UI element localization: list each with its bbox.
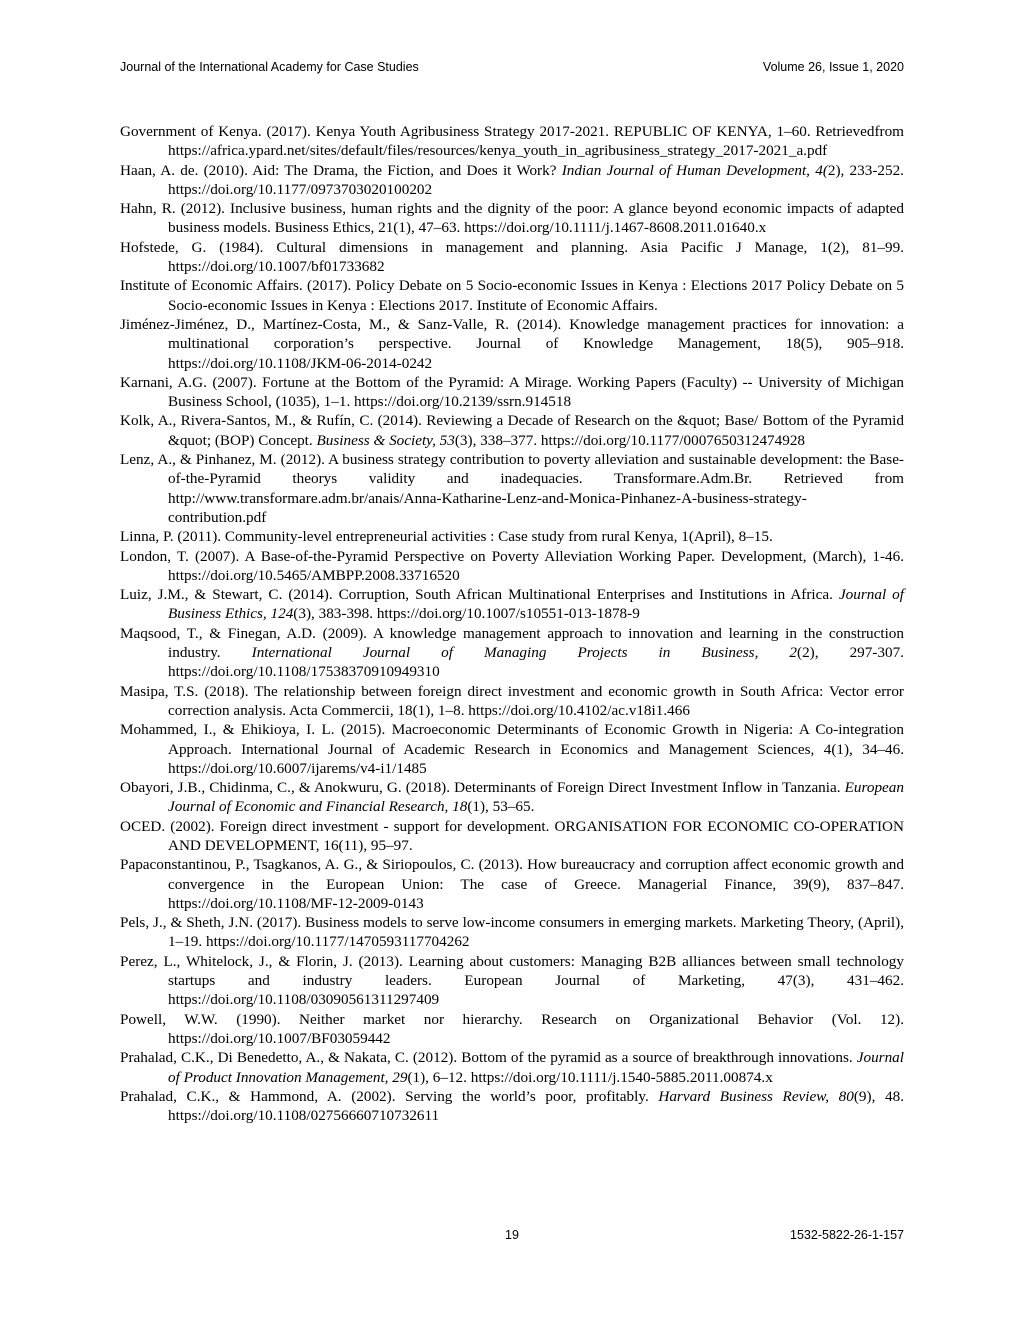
reference-text-tail: (1), 53–65. <box>467 798 535 816</box>
reference-text: Luiz, J.M., & Stewart, C. (2014). Corruption, South African Multinational Enterprises and Institutions in Africa. <box>120 586 839 604</box>
reference-text: Obayori, J.B., Chidinma, C., & Anokwuru, G. (2018). Determinants of Foreign Direct Investment Inflow in Tanzania. <box>120 779 845 797</box>
volume-issue: Volume 26, Issue 1, 2020 <box>762 60 904 74</box>
reference-entry <box>120 952 904 1010</box>
reference-journal: Journal of Product Innovation Management, 29 <box>168 1049 904 1086</box>
reference-entry <box>120 682 904 721</box>
reference-text-tail: (2), 297-307. https://doi.org/10.1108/17538370910949310 <box>168 644 904 681</box>
reference-text: Haan, A. de. (2010). Aid: The Drama, the Fiction, and Does it Work? <box>120 161 562 179</box>
reference-entry <box>120 122 904 161</box>
reference-entry <box>120 450 904 527</box>
reference-entry <box>120 547 904 586</box>
reference-text: Powell, W.W. (1990). Neither market nor hierarchy. Research on Organizational Behavior (Vol. 12). https://doi.org/10.1007/BF03059442 <box>120 1010 904 1047</box>
reference-entry <box>120 373 904 412</box>
reference-text: Prahalad, C.K., Di Benedetto, A., & Nakata, C. (2012). Bottom of the pyramid as a source of breakthrough innovations. <box>120 1049 857 1067</box>
reference-text: Institute of Economic Affairs. (2017). Policy Debate on 5 Socio-economic Issues in Kenya : Elections 2017 Policy Debate on 5 Socio-economic Issues in Kenya : Elections 2017. Institute of Economic Affairs. <box>120 277 904 314</box>
reference-entry <box>120 778 904 817</box>
reference-entry <box>120 1010 904 1049</box>
reference-entry <box>120 315 904 373</box>
reference-text: London, T. (2007). A Base-of-the-Pyramid Perspective on Poverty Alleviation Working Paper. Development, (March), 1-46. https://doi.org/10.5465/AMBPP.2008.33716520 <box>120 547 904 584</box>
journal-title: Journal of the International Academy for Case Studies <box>120 60 419 74</box>
reference-text-tail: (3), 383-398. https://doi.org/10.1007/s10551-013-1878-9 <box>293 605 640 623</box>
reference-text: Perez, L., Whitelock, J., & Florin, J. (2013). Learning about customers: Managing B2B alliances between small technology startups and industry leaders. European Journal of Marketing, 47(3), 431–462. https://doi.org/10.1108/03090561311297409 <box>120 952 904 1009</box>
reference-journal: Journal of Business Ethics, 124 <box>168 586 904 623</box>
reference-text: Prahalad, C.K., & Hammond, A. (2002). Serving the world’s poor, profitably. <box>120 1087 659 1105</box>
reference-text: Hofstede, G. (1984). Cultural dimensions in management and planning. Asia Pacific J Manage, 1(2), 81–99. https://doi.org/10.1007/bf01733682 <box>120 238 904 276</box>
reference-text: Pels, J., & Sheth, J.N. (2017). Business models to serve low-income consumers in emerging markets. Marketing Theory, (April), 1–19. https://doi.org/10.1177/1470593117704262 <box>120 914 904 951</box>
reference-text: Linna, P. (2011). Community-level entrepreneurial activities : Case study from rural Kenya, 1(April), 8–15. <box>120 528 773 546</box>
reference-entry <box>120 238 904 277</box>
reference-text-tail: (3), 338–377. https://doi.org/10.1177/0007650312474928 <box>454 431 806 449</box>
reference-entry <box>120 817 904 856</box>
reference-text: Hahn, R. (2012). Inclusive business, human rights and the dignity of the poor: A glance beyond economic impacts of adapted business models. Business Ethics, 21(1), 47–63. https://doi.org/10.1111/j.1467-8608.2011.01640.x <box>120 200 904 237</box>
reference-text-tail: 2), 233-252. https://doi.org/10.1177/0973703020100202 <box>168 161 904 198</box>
reference-entry <box>120 1087 904 1126</box>
reference-text: Karnani, A.G. (2007). Fortune at the Bottom of the Pyramid: A Mirage. Working Papers (Faculty) -- University of Michigan Business School, (1035), 1–1. https://doi.org/10.2139/ssrn.914518 <box>120 373 904 411</box>
reference-entry <box>120 624 904 682</box>
page-header <box>120 60 904 78</box>
reference-text: Lenz, A., & Pinhanez, M. (2012). A business strategy contribution to poverty alleviation and sustainable development: the Base-of-the-Pyramid theorys validity and inadequacies. Transformare.Adm.Br. Retrieved from http://www.transformare.adm.br/anais/Anna-Katharine-Lenz-and-Monica-Pinhanez-A-business-strategy-contribution.pdf <box>120 451 904 526</box>
reference-text: Jiménez-Jiménez, D., Martínez-Costa, M., & Sanz-Valle, R. (2014). Knowledge management practices for innovation: a multinational corporation’s perspective. Journal of Knowledge Management, 18(5), 905–918. https://doi.org/10.1108/JKM-06-2014-0242 <box>120 315 904 372</box>
reference-entry <box>120 161 904 200</box>
reference-list <box>120 122 904 1125</box>
reference-text: Mohammed, I., & Ehikioya, I. L. (2015). Macroeconomic Determinants of Economic Growth in Nigeria: A Co-integration Approach. International Journal of Academic Research in Economics and Management Sciences, 4(1), 34–46. https://doi.org/10.6007/ijarems/v4-i1/1485 <box>120 721 904 777</box>
reference-text: Papaconstantinou, P., Tsagkanos, A. G., & Siriopoulos, C. (2013). How bureaucracy and corruption affect economic growth and convergence in the European Union: The case of Greece. Managerial Finance, 39(9), 837–847. https://doi.org/10.1108/MF-12-2009-0143 <box>120 856 904 912</box>
reference-text: Kolk, A., Rivera-Santos, M., & Rufín, C. (2014). Reviewing a Decade of Research on the &quot; Base/ Bottom of the Pyramid &quot; (BOP) Concept. <box>120 412 904 449</box>
reference-entry <box>120 585 904 624</box>
reference-entry <box>120 855 904 913</box>
article-code: 1532-5822-26-1-157 <box>790 1228 904 1242</box>
reference-text-tail: (1), 6–12. https://doi.org/10.1111/j.1540-5885.2011.00874.x <box>407 1068 773 1086</box>
reference-text: OCED. (2002). Foreign direct investment - support for development. ORGANISATION FOR ECONOMIC CO-OPERATION AND DEVELOPMENT, 16(11), 95–97. <box>120 817 904 854</box>
reference-entry <box>120 1048 904 1087</box>
reference-journal: Harvard Business Review, 80 <box>658 1087 854 1105</box>
reference-journal: European Journal of Economic and Financial Research, 18 <box>168 779 904 816</box>
page-number: 19 <box>505 1228 519 1242</box>
page-footer <box>120 1228 904 1246</box>
reference-text: Maqsood, T., & Finegan, A.D. (2009). A knowledge management approach to innovation and learning in the construction industry. <box>120 624 904 662</box>
reference-journal: International Journal of Managing Projects in Business, 2 <box>251 644 798 662</box>
reference-entry <box>120 199 904 238</box>
reference-text: Masipa, T.S. (2018). The relationship between foreign direct investment and economic growth in South Africa: Vector error correction analysis. Acta Commercii, 18(1), 1–8. https://doi.org/10.4102/ac.v18i1.466 <box>120 682 904 719</box>
reference-entry <box>120 276 904 315</box>
reference-text: Government of Kenya. (2017). Kenya Youth Agribusiness Strategy 2017-2021. REPUBLIC OF KENYA, 1–60. Retrievedfrom https://africa.ypard.net/sites/default/files/resources/kenya_youth_in_agribusiness_strategy_2017-2021_a.pdf <box>120 123 904 160</box>
reference-entry <box>120 411 904 450</box>
reference-entry <box>120 913 904 952</box>
reference-text-tail: (9), 48. https://doi.org/10.1108/02756660710732611 <box>168 1087 904 1125</box>
reference-journal: Indian Journal of Human Development, 4( <box>561 161 828 179</box>
reference-entry <box>120 720 904 778</box>
reference-entry <box>120 527 904 546</box>
reference-journal: Business & Society, 53 <box>316 431 455 449</box>
